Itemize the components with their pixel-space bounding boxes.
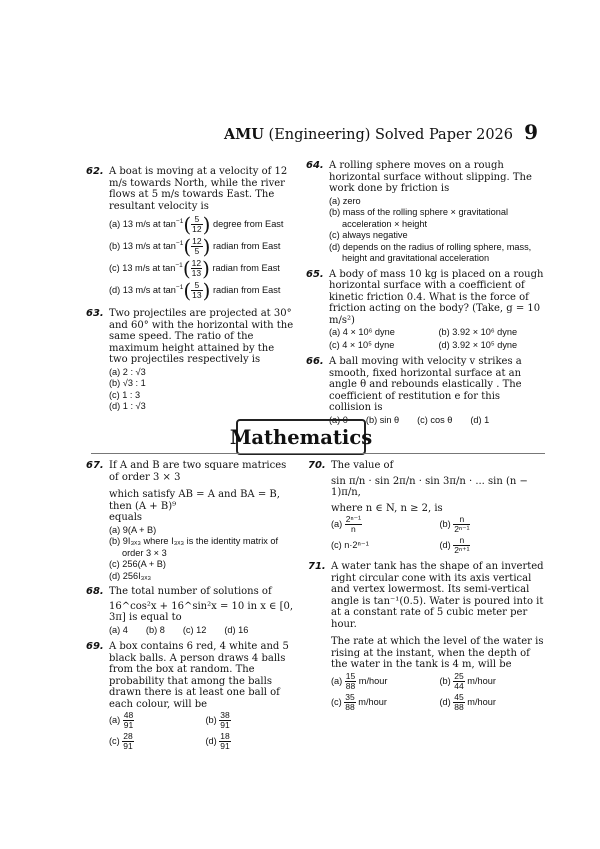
- option: (d) $\frac{18}{91}$: [205, 731, 230, 751]
- question-71: 71. A water tank has the shape of an inverted right circular cone with its axis vertical and vertex lowermost. Its semi-vertical angle is tan⁻¹(0.5). Water is poured into it at a constant rate of 5 cubic meter per hour. The rate at which the level of the water is rising at the instant, when the depth of the water in the tank is 4 m, will be (a) $\frac{15}{88}$ m/hour (b) $\frac{25}{44}$ m/hour (c) $\frac{35}{88}$ m/hour (d) $\frac{45}{88}$ m/hour: [308, 561, 544, 712]
- question-text: A body of mass 10 kg is placed on a rough horizontal surface with a coefficient of kinetic friction 0.4. What is the force of friction acting on the body? (Take, g = 10 m/s²): [329, 268, 544, 326]
- option: (a) 2 : √3: [109, 366, 146, 377]
- option: (d) depends on the radius of rolling sphere, mass,: [329, 241, 532, 252]
- option: (c) n·2ⁿ⁻¹: [331, 540, 369, 550]
- option: (c) always negative: [329, 230, 408, 240]
- option: (c) 256(A + B): [109, 559, 166, 569]
- section-heading-box: [229, 419, 373, 455]
- fraction: $\frac{12}{13}$: [191, 258, 202, 278]
- option: (a) $\frac{\text{2ⁿ⁻¹}}{n}$: [331, 514, 361, 534]
- option: (c) 4 × 10⁵ dyne: [329, 339, 395, 350]
- fraction: $\frac{45}{88}$: [454, 691, 464, 712]
- option: (b) $\frac{25}{44}$ m/hour: [439, 670, 496, 691]
- option: (a) 4: [109, 624, 128, 635]
- option: (c) $\frac{28}{91}$: [109, 731, 133, 751]
- option: (d) $\frac{45}{88}$ m/hour: [439, 691, 496, 712]
- option: (b) √3 : 1: [109, 378, 146, 388]
- fraction: $\frac{38}{91}$: [220, 710, 230, 730]
- fraction: $\frac{35}{88}$: [345, 691, 355, 712]
- page-number: 9: [524, 120, 538, 144]
- option: (d) 16: [224, 624, 249, 635]
- question-65: 65. A body of mass 10 kg is placed on a rough horizontal surface with a coefficient of kinetic friction 0.4. What is the force of friction acting on the body? (Take, g = 10 m/s²) (a) 4 × 10⁶ dyne (b) 3.92 × 10⁶ dyne (c) 4 × 10⁵ dyne (d) 3.92 × 10⁵ dyne: [306, 268, 544, 350]
- page-header: [224, 120, 538, 144]
- section-title: Mathematics: [229, 425, 373, 449]
- option: (a) $\frac{48}{91}$: [109, 710, 134, 730]
- option: (c) 13 m/s at $\tan^{-1}$( $\frac{12}{13}$ ) radian from East: [109, 256, 280, 281]
- option: (b) $\frac{n}{\text{2ⁿ⁻¹}}$: [439, 514, 470, 534]
- option: (c) cos θ: [417, 414, 453, 425]
- option: (b) mass of the rolling sphere × gravitational: [329, 207, 508, 217]
- option: (b) 13 m/s at $\tan^{-1}$( $\frac{12}{5}$ ) radian from East: [109, 234, 281, 259]
- question-69: 69. A box contains 6 red, 4 white and 5 black balls. A person draws 4 balls from the box at random. The probability that among the balls drawn there is at least one ball of each colour, will be (a) $\frac{48}{91}$ (b) $\frac{38}{91}$ (c) $\frac{28}{91}$ (d) $\frac{18}{91}$: [86, 641, 298, 752]
- fraction: $\frac{5}{12}$: [192, 214, 202, 234]
- right-column-top: [306, 160, 544, 431]
- fraction: $\frac{n}{\text{2ⁿ⁺¹}}$: [454, 535, 470, 555]
- left-column-top: [86, 166, 294, 417]
- question-text: A water tank has the shape of an inverted right circular cone with its axis vertical and vertex lowermost. Its semi-vertical angle is tan⁻¹(0.5). Water is poured into it at a constant rate of 5 cubic meter per hour.: [331, 561, 544, 630]
- question-64: 64. A rolling sphere moves on a rough horizontal surface without slipping. The work done by friction is (a) zero (b) mass of the rolling sphere × gravitational acceleration × height (c) always negative (d) depends on the radius of rolling sphere, mass, height and gravitational acceleration: [306, 160, 544, 264]
- question-68: 68. The total number of solutions of 16^cos²x + 16^sin²x = 10 in x ∈ [0, 3π] is equal to (a) 4 (b) 8 (c) 12 (d) 16: [86, 586, 298, 636]
- option: (b) 8: [145, 624, 165, 635]
- option: (b) $\frac{38}{91}$: [205, 710, 230, 730]
- option: (a) 4 × 10⁶ dyne: [329, 327, 395, 337]
- header-title: AMU (Engineering) Solved Paper 2026: [223, 126, 514, 143]
- question-70: 70. The value of sin π/n · sin 2π/n · sin 3π/n · ... sin (n − 1)π/n, where n ∈ N, n ≥ 2, is (a) $\frac{\text{2ⁿ⁻¹}}{n}$ (b) $\frac{n}{\text{2ⁿ⁻¹}}$ (c) n·2ⁿ⁻¹ (d) $\frac{n}{\text{2ⁿ⁺¹}}$: [308, 460, 544, 556]
- option: (a) $\frac{15}{88}$ m/hour: [331, 670, 388, 691]
- option: (d) 1: [470, 414, 490, 425]
- fraction: $\frac{\text{2ⁿ⁻¹}}{n}$: [345, 514, 361, 534]
- question-63: 63. Two projectiles are projected at 30° and 60° with the horizontal with the same speed. The ratio of the maximum height attained by the two projectiles respectively is (a) 2 : √3 (b) √3 : 1 (c) 1 : 3 (d) 1 : √3: [86, 308, 294, 411]
- question-text: A box contains 6 red, 4 white and 5 black balls. A person draws 4 balls from the box at random. The probability that among the balls drawn there is at least one ball of each colour, will be: [109, 641, 289, 710]
- question-67: 67. If A and B are two square matrices of order 3 × 3 which satisfy AB = A and BA = B, then (A + B)⁹ equals (a) 9(A + B) (b) 9I₃ₓ₃ where I₃ₓ₃ is the identity matrix of order 3 × 3 (c) 256(A + B) (d) 256I₃ₓ₃: [86, 460, 298, 581]
- question-text: A ball moving with velocity v strikes a smooth, fixed horizontal surface at an angle θ and rebounds elastically . The coefficient of restitution e for this collision is: [329, 356, 522, 413]
- option: (a) 9(A + B): [109, 524, 157, 535]
- option: (c) 1 : 3: [109, 389, 141, 400]
- equation: 16^cos²x + 16^sin²x = 10 in x ∈ [0, 3π] is equal to: [109, 600, 294, 623]
- question-66: 66. A ball moving with velocity v strikes a smooth, fixed horizontal surface at an angle θ and rebounds elastically . The coefficient of restitution e for this collision is (a) 0 (b) sin θ (c) cos θ (d) 1: [306, 356, 544, 426]
- option: (d) 13 m/s at $\tan^{-1}$( $\frac{5}{13}$ ) radian from East: [109, 278, 281, 303]
- option: (b) 3.92 × 10⁶ dyne: [438, 327, 518, 337]
- fraction: $\frac{25}{44}$: [454, 670, 464, 691]
- option: (c) 12: [182, 624, 207, 635]
- question-text: A boat is moving at a velocity of 12 m/s towards North, while the river flows at 5 m/s towards East. The resultant velocity is: [109, 166, 288, 212]
- question-text: A rolling sphere moves on a rough horizontal surface without slipping. The work done by friction is: [329, 160, 532, 194]
- option: (d) 1 : √3: [109, 401, 146, 411]
- question-text: Two projectiles are projected at 30° and 60° with the horizontal with the same speed. The ratio of the maximum height attained by the two projectiles respectively is: [109, 308, 294, 365]
- option: acceleration × height: [342, 218, 428, 229]
- option: (d) 256I₃ₓ₃: [109, 570, 152, 581]
- fraction: $\frac{18}{91}$: [220, 731, 230, 751]
- question-text: The rate at which the level of the water is rising at the instant, when the depth of the water in the tank is 4 m, will be: [331, 636, 544, 670]
- option: (c) $\frac{35}{88}$ m/hour: [331, 691, 387, 712]
- fraction: $\frac{n}{\text{2ⁿ⁻¹}}$: [454, 514, 470, 534]
- right-column-bottom: [308, 460, 544, 718]
- option: (b) 9I₃ₓ₃ where I₃ₓ₃ is the identity matrix of: [109, 536, 279, 546]
- option: order 3 × 3: [122, 547, 167, 558]
- fraction: $\frac{48}{91}$: [123, 710, 134, 730]
- option: (b) sin θ: [365, 414, 400, 425]
- option: (a) 0: [329, 414, 348, 425]
- option: (d) 3.92 × 10⁵ dyne: [438, 339, 518, 350]
- option: (a) zero: [329, 195, 361, 206]
- left-column-bottom: [86, 460, 298, 757]
- question-62: 62. A boat is moving at a velocity of 12 m/s towards North, while the river flows at 5 m/s towards East. The resultant velocity is (a) 13 m/s at $\tan^{-1}$( $\frac{5}{12}$ ) degree from East (b) 13 m/s at $\tan^{-1}$( $\frac{12}{5}$ ) radian from East (c) 13 m/s at $\tan^{-1}$( $\frac{12}{13}$ ) radian from East (d) 13 m/s at $\tan^{-1}$( $\frac{5}{13}$ ) radian from East: [86, 166, 294, 300]
- option: (d) $\frac{n}{\text{2ⁿ⁺¹}}$: [439, 535, 470, 555]
- option: (a) 13 m/s at $\tan^{-1}$( $\frac{5}{12}$ ) degree from East: [109, 212, 284, 237]
- option: height and gravitational acceleration: [342, 253, 490, 263]
- fraction: $\frac{12}{5}$: [192, 236, 202, 256]
- equation: sin π/n · sin 2π/n · sin 3π/n · ... sin (n − 1)π/n,: [331, 475, 528, 498]
- fraction: $\frac{28}{91}$: [123, 731, 133, 751]
- fraction: $\frac{15}{88}$: [345, 670, 356, 691]
- section-divider: [91, 453, 545, 454]
- fraction: $\frac{5}{13}$: [192, 280, 202, 300]
